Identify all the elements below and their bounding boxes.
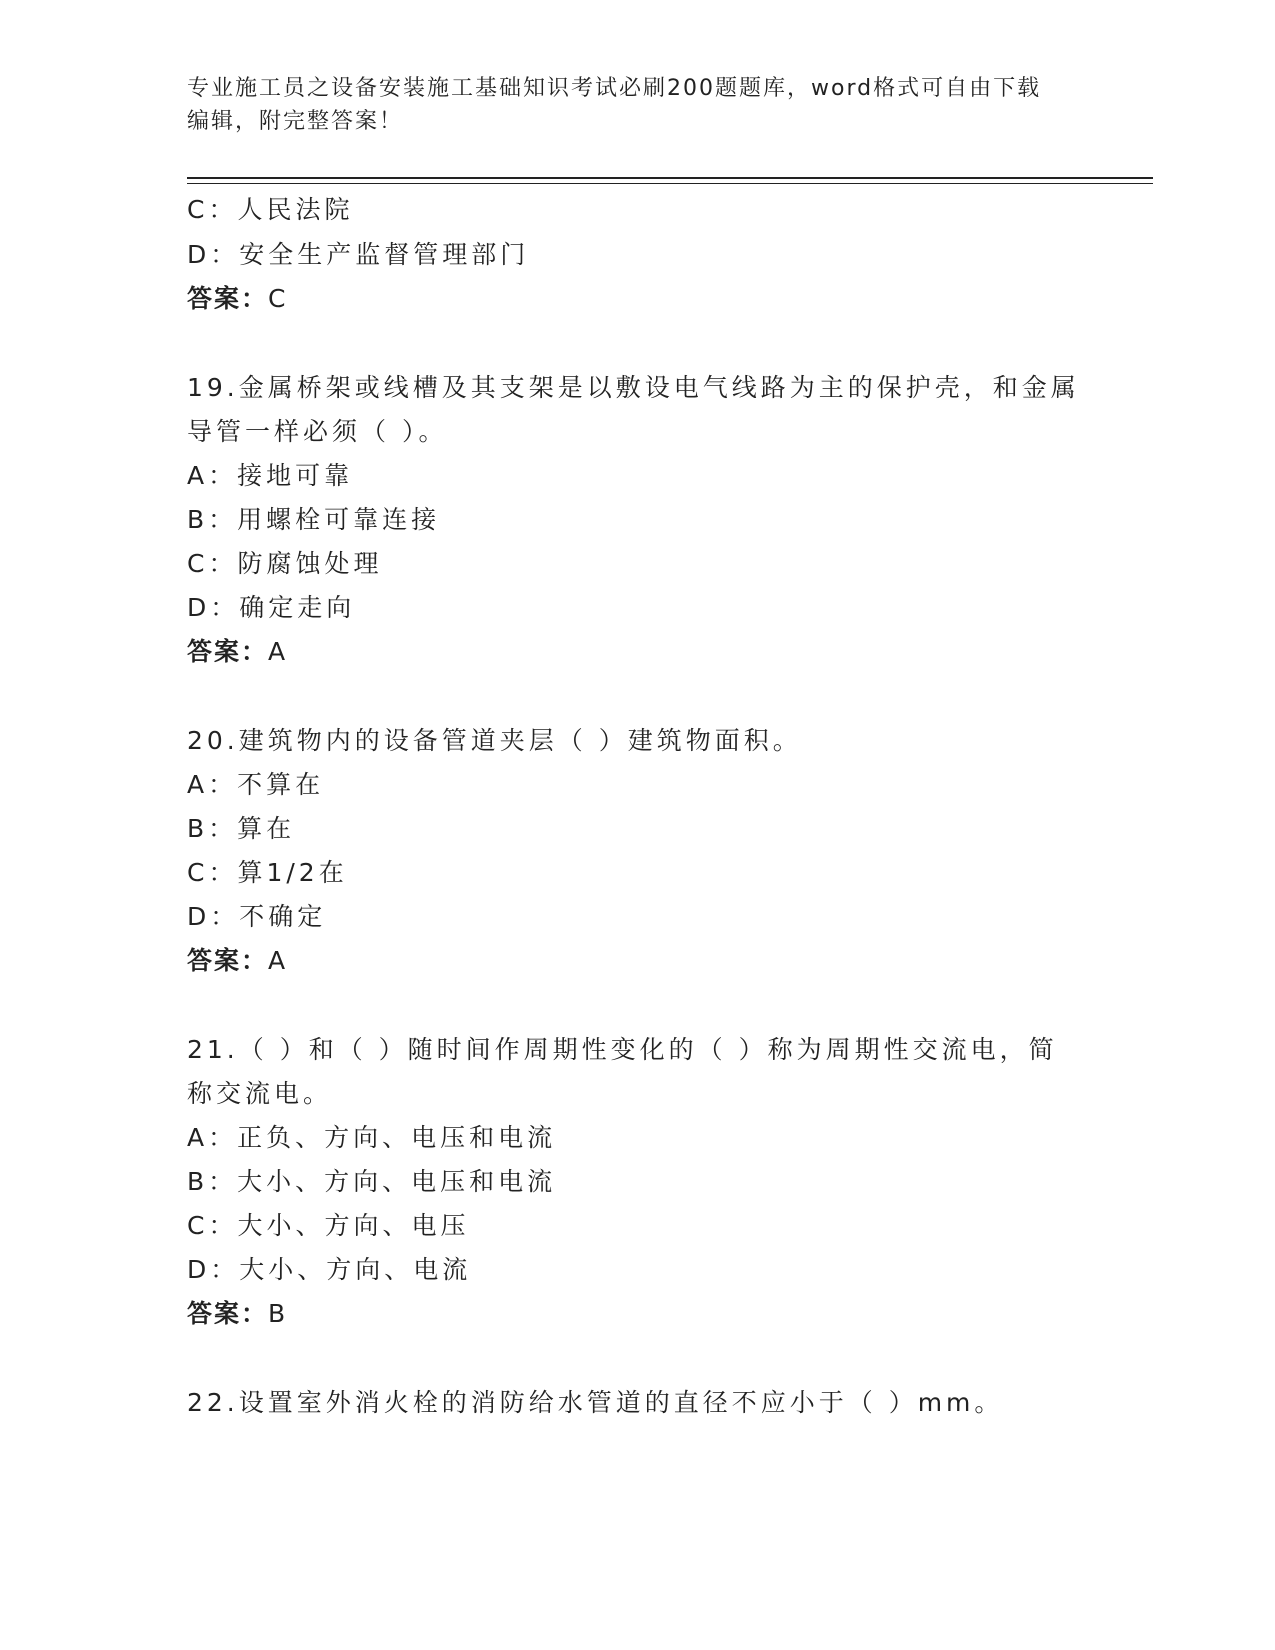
header-title-line-2: 编辑，附完整答案！: [187, 109, 404, 134]
answer-line: [187, 944, 286, 978]
answer-label: 答案：: [187, 1299, 269, 1328]
document-header: [187, 72, 1087, 138]
option-c: C：人民法院: [187, 195, 354, 224]
option-c: C：大小、方向、电压: [187, 1211, 470, 1240]
answer-label: 答案：: [187, 284, 269, 313]
answer-value: A: [268, 946, 287, 975]
answer-line: [187, 282, 286, 316]
question-stem-line: 导管一样必须（ ）。: [187, 417, 448, 446]
header-divider-thin: [187, 183, 1153, 184]
header-divider-thick: [187, 177, 1153, 179]
option-d: D：确定走向: [187, 593, 356, 622]
option-a: A：正负、方向、电压和电流: [187, 1123, 557, 1152]
answer-label: 答案：: [187, 946, 269, 975]
option-d: D：大小、方向、电流: [187, 1255, 472, 1284]
header-title-line-1: 专业施工员之设备安装施工基础知识考试必刷200题题库，word格式可自由下载: [187, 76, 1042, 101]
question-stem-line: 20.建筑物内的设备管道夹层（ ）建筑物面积。: [187, 726, 802, 755]
option-d: D：安全生产监督管理部门: [187, 240, 530, 269]
option-a: A：接地可靠: [187, 461, 354, 490]
option-c: C：算1/2在: [187, 858, 348, 887]
answer-line: [187, 1297, 286, 1331]
option-b: B：用螺栓可靠连接: [187, 505, 441, 534]
option-b: B：大小、方向、电压和电流: [187, 1167, 557, 1196]
option-a: A：不算在: [187, 770, 325, 799]
question-stem-line: 21.（ ）和（ ）随时间作周期性变化的（ ）称为周期性交流电，简: [187, 1035, 1058, 1064]
answer-value: C: [268, 284, 287, 313]
option-d: D：不确定: [187, 902, 327, 931]
question-stem-line: 19.金属桥架或线槽及其支架是以敷设电气线路为主的保护壳，和金属: [187, 373, 1080, 402]
option-b: B：算在: [187, 814, 296, 843]
answer-value: A: [268, 637, 287, 666]
question-stem-line: 称交流电。: [187, 1079, 333, 1108]
option-c: C：防腐蚀处理: [187, 549, 383, 578]
answer-value: B: [268, 1299, 287, 1328]
answer-line: [187, 635, 286, 669]
question-stem-line: 22.设置室外消火栓的消防给水管道的直径不应小于（ ）mm。: [187, 1388, 1004, 1417]
answer-label: 答案：: [187, 637, 269, 666]
